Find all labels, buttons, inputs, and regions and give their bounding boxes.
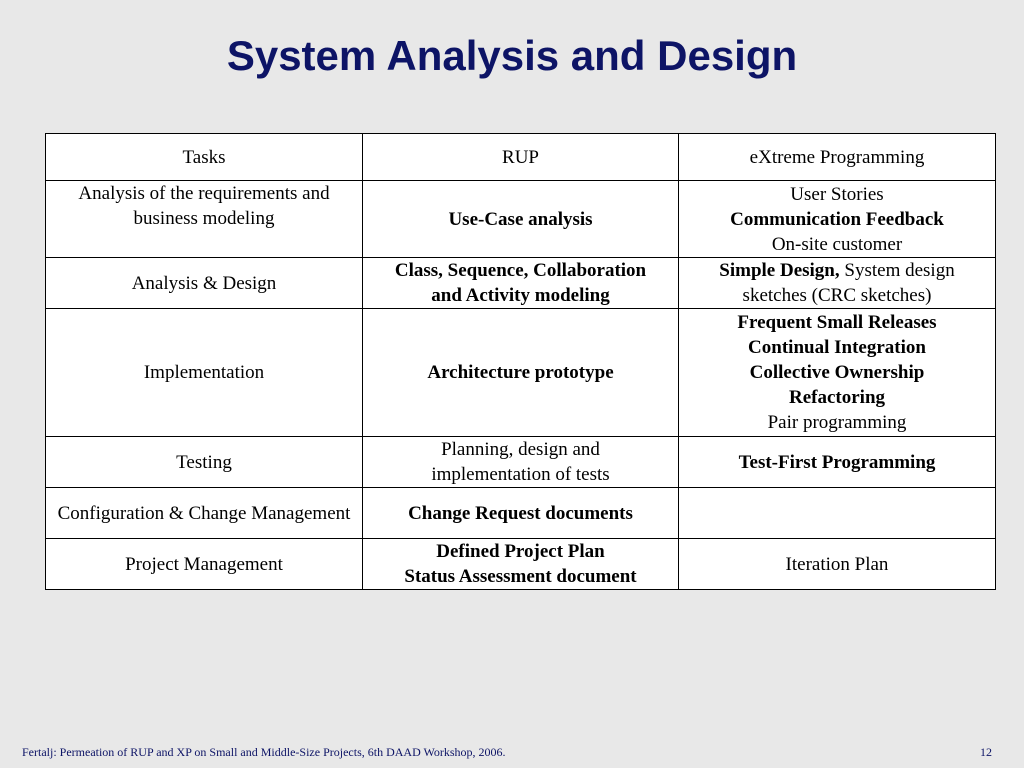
task-cell: Project Management — [46, 539, 363, 590]
task-cell: Configuration & Change Management — [46, 488, 363, 539]
xp-bold-text: Simple Design, — [719, 260, 840, 281]
table-row — [46, 488, 996, 539]
xp-cell — [679, 488, 996, 539]
xp-line: Refactoring — [788, 387, 886, 408]
task-cell: Testing — [46, 437, 363, 488]
rup-cell: Architecture prototype — [363, 309, 679, 437]
comparison-table — [45, 133, 996, 590]
xp-line: User Stories — [790, 183, 884, 205]
header-xp: eXtreme Programming — [679, 134, 996, 181]
rup-line: Planning, design and — [441, 439, 600, 460]
rup-cell: Use-Case analysis — [363, 181, 679, 258]
xp-line: sketches (CRC sketches) — [742, 285, 932, 306]
xp-text: System design — [839, 260, 955, 281]
table-header-row — [46, 134, 996, 181]
table-row — [46, 437, 996, 488]
xp-line: Communication Feedback — [730, 208, 944, 230]
table-row — [46, 539, 996, 590]
rup-line: Class, Sequence, Collaboration — [394, 260, 647, 281]
rup-cell — [363, 258, 679, 309]
xp-line: Frequent Small Releases — [737, 312, 937, 333]
rup-line: implementation of tests — [431, 464, 610, 485]
xp-line: Continual Integration — [748, 337, 926, 358]
xp-cell: Iteration Plan — [679, 539, 996, 590]
rup-line: Defined Project Plan — [436, 541, 605, 562]
header-tasks: Tasks — [46, 134, 363, 181]
table-row — [46, 181, 996, 258]
xp-cell — [679, 309, 996, 437]
xp-line — [685, 258, 989, 283]
rup-line: Status Assessment document — [404, 566, 637, 587]
table-row — [46, 309, 996, 437]
rup-line: and Activity modeling — [431, 285, 610, 306]
xp-cell: Test-First Programming — [679, 437, 996, 488]
rup-cell: Change Request documents — [363, 488, 679, 539]
xp-cell — [679, 181, 996, 258]
xp-line: Collective Ownership — [749, 362, 925, 383]
table-row — [46, 258, 996, 309]
page-number: 12 — [980, 745, 992, 759]
xp-line: On-site customer — [771, 233, 903, 255]
rup-cell — [363, 437, 679, 488]
xp-line: Pair programming — [767, 412, 907, 433]
xp-cell — [679, 258, 996, 309]
header-rup: RUP — [363, 134, 679, 181]
task-cell: Implementation — [46, 309, 363, 437]
footer-citation: Fertalj: Permeation of RUP and XP on Small and Middle-Size Projects, 6th DAAD Workshop, 2006. — [22, 745, 506, 759]
slide-title: System Analysis and Design — [226, 32, 798, 79]
task-cell: Analysis of the requirements and business modeling — [46, 181, 363, 258]
task-cell: Analysis & Design — [46, 258, 363, 309]
rup-cell — [363, 539, 679, 590]
